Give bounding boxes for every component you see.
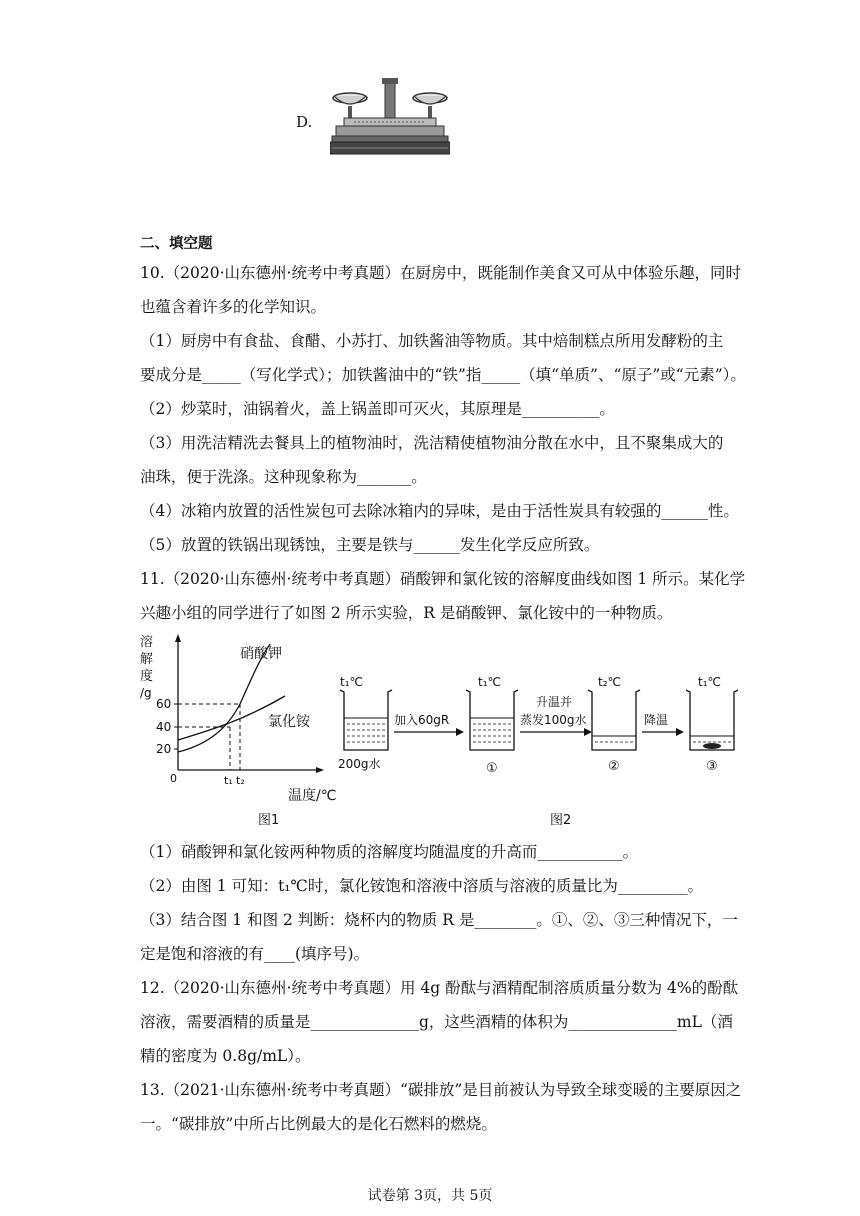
x-tick-label: t₁ (224, 774, 233, 787)
question-text-line: （3）用洗洁精洗去餐具上的植物油时，洗洁精使植物油分散在水中，且不聚集成大的 (140, 434, 724, 452)
beaker-3-label: ③ (706, 759, 718, 774)
section-title-fill-blank: 二、填空题 (140, 236, 213, 252)
figure-1-caption: 图1 (258, 813, 280, 828)
beaker-1-temp: t₁℃ (478, 675, 501, 689)
arrow-1-label: 加入60gR (394, 713, 450, 727)
question-text-line: （2）由图 1 可知：t₁℃时，氯化铵饱和溶液中溶质与溶液的质量比为_________。 (140, 877, 704, 895)
page-footer: 试卷第 3页，共 5页 (367, 1188, 493, 1204)
balance-scale-image (330, 78, 450, 160)
x-tick-label: t₂ (236, 774, 245, 787)
question-text-line: （4）冰箱内放置的活性炭包可去除冰箱内的异味，是由于活性炭具有较强的______性。 (140, 502, 739, 520)
option-d-label: D. (296, 113, 313, 131)
figures-area (140, 632, 740, 832)
question-text-line: 11.（2020·山东德州·统考中考真题）硝酸钾和氯化铵的溶解度曲线如图 1 所示。某化学 (140, 570, 746, 588)
question-text-line: 一。“碳排放”中所占比例最大的是化石燃料的燃烧。 (140, 1115, 497, 1133)
figure-2-caption: 图2 (550, 813, 572, 828)
question-text-line: 油珠，便于洗涤。这种现象称为_______。 (140, 468, 427, 486)
question-text-line: 要成分是_____（写化学式）；加铁酱油中的“铁”指_____（填“单质”、“原子”或“元素”）。 (140, 366, 746, 384)
series-label-kno3: 硝酸钾 (240, 646, 282, 662)
question-text-line: （2）炒菜时，油锅着火，盖上锅盖即可灭火，其原理是__________。 (140, 400, 615, 418)
chart-origin-label: 0 (170, 772, 177, 785)
beaker-0-temp: t₁℃ (340, 675, 363, 689)
arrow-2-label-line1: 升温并 (536, 695, 573, 709)
chart-ylabel: 溶 (140, 635, 154, 650)
question-text-line: 12.（2020·山东德州·统考中考真题）用 4g 酚酞与酒精配制溶质质量分数为 4%的酚酞 (140, 979, 739, 997)
beaker-0-label: 200g水 (338, 757, 381, 771)
chart-xlabel: 温度/℃ (288, 788, 337, 804)
question-text-line: 定是饱和溶液的有____(填序号)。 (140, 945, 370, 963)
series-label-nh4cl: 氯化铵 (268, 714, 310, 730)
svg-text:解: 解 (140, 652, 154, 667)
question-text-line: 兴趣小组的同学进行了如图 2 所示实验，R 是硝酸钾、氯化铵中的一种物质。 (140, 604, 673, 622)
question-text-line: （3）结合图 1 和图 2 判断：烧杯内的物质 R 是________。①、②、③三种情况下，一 (140, 911, 738, 929)
question-text-line: 10.（2020·山东德州·统考中考真题）在厨房中，既能制作美食又可从中体验乐趣，同时 (140, 264, 741, 282)
y-tick-label: 60 (156, 697, 172, 711)
question-text-line: （1）厨房中有食盐、食醋、小苏打、加铁酱油等物质。其中焙制糕点所用发酵粉的主 (140, 332, 724, 350)
arrow-3-label: 降温 (644, 713, 669, 727)
crystal-precipitate (703, 743, 721, 749)
svg-text:/g: /g (140, 686, 152, 700)
question-text-line: （1）硝酸钾和氯化铵两种物质的溶解度均随温度的升高而___________。 (140, 843, 639, 861)
figure-1-solubility-chart (140, 634, 336, 828)
beaker-3-temp: t₁℃ (698, 675, 721, 689)
y-tick-label: 20 (156, 742, 172, 756)
question-text-line: 也蕴含着许多的化学知识。 (140, 298, 327, 316)
y-tick-label: 40 (156, 720, 172, 734)
svg-text:度: 度 (140, 669, 154, 684)
question-text-line: 13.（2021·山东德州·统考中考真题）“碳排放”是目前被认为导致全球变暖的主要原因之 (140, 1081, 742, 1099)
beaker-2-temp: t₂℃ (598, 675, 621, 689)
question-text-line: （5）放置的铁锅出现锈蚀，主要是铁与______发生化学反应所致。 (140, 536, 600, 554)
beaker-1-label: ① (486, 761, 498, 776)
arrow-2-label-line2: 蒸发100g水 (520, 713, 587, 727)
question-text-line: 溶液，需要酒精的质量是______________g，这些酒精的体积为______________mL（酒 (140, 1013, 733, 1031)
beaker-2-label: ② (608, 759, 620, 774)
question-text-line: 精的密度为 0.8g/mL）。 (140, 1047, 311, 1065)
figure-2-experiment (338, 675, 738, 828)
